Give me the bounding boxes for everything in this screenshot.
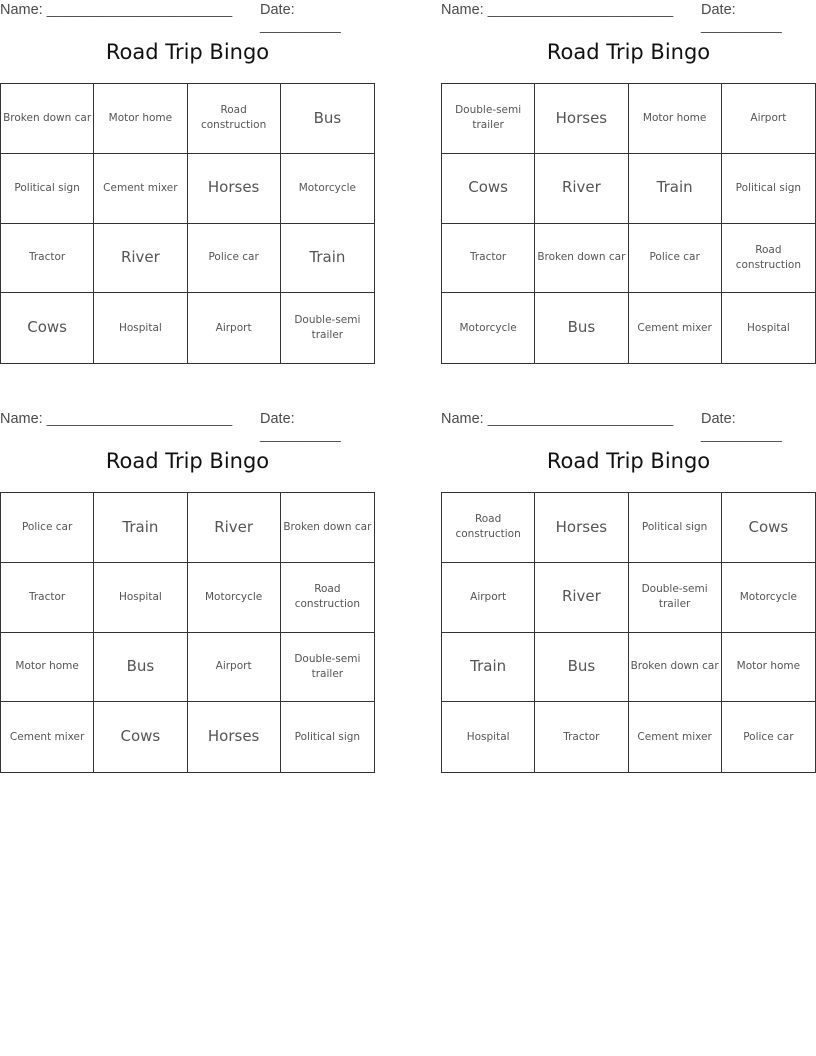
bingo-cell: Airport (188, 633, 281, 703)
bingo-cell: Airport (188, 293, 281, 363)
bingo-cell: Cement mixer (629, 293, 722, 363)
bingo-cell: River (535, 563, 628, 633)
bingo-cell: Broken down car (1, 84, 94, 154)
bingo-cell: Hospital (94, 293, 187, 363)
bingo-cell: Political sign (1, 154, 94, 224)
bingo-cell: Cows (1, 293, 94, 363)
bingo-cell: Cows (442, 154, 535, 224)
bingo-cell: Motorcycle (188, 563, 281, 633)
card-header (441, 2, 816, 34)
bingo-cell: Train (94, 493, 187, 563)
bingo-cell: Cement mixer (94, 154, 187, 224)
bingo-cell: Motor home (629, 84, 722, 154)
bingo-cell: Airport (442, 563, 535, 633)
bingo-cell: Cement mixer (629, 702, 722, 772)
bingo-cell: Motor home (1, 633, 94, 703)
bingo-cell: Bus (94, 633, 187, 703)
bingo-card-2 (441, 0, 816, 364)
bingo-cell: Tractor (1, 224, 94, 294)
name-field-label: Name: _______________________ (441, 411, 674, 427)
bingo-cell: Motorcycle (281, 154, 374, 224)
bingo-cell: Tractor (442, 224, 535, 294)
card-title: Road Trip Bingo (546, 40, 711, 64)
bingo-cell: Broken down car (535, 224, 628, 294)
bingo-cell: Horses (188, 702, 281, 772)
bingo-cell: Bus (535, 293, 628, 363)
bingo-card-4 (441, 409, 816, 773)
bingo-cell: Road construction (722, 224, 815, 294)
bingo-cell: Double-semi trailer (294, 313, 361, 342)
card-header (0, 2, 375, 34)
bingo-cell: Airport (722, 84, 815, 154)
bingo-cell: Motor home (94, 84, 187, 154)
name-field-label: Name: _______________________ (0, 2, 233, 18)
bingo-cell: Broken down car (629, 633, 722, 703)
bingo-cell: Tractor (535, 702, 628, 772)
bingo-card-1 (0, 0, 375, 364)
bingo-cell: Political sign (294, 730, 361, 743)
bingo-cell: Train (629, 154, 722, 224)
bingo-cell: Double-semi trailer (629, 563, 722, 633)
bingo-cell: Horses (535, 493, 628, 563)
bingo-cell: Bus (281, 84, 374, 154)
date-field-label: Date: __________ (701, 411, 782, 443)
bingo-cell: Hospital (746, 321, 790, 334)
bingo-card-3 (0, 409, 375, 773)
card-header (441, 411, 816, 443)
bingo-cell: Police car (743, 730, 794, 743)
bingo-cell: Bus (535, 633, 628, 703)
date-field-label: Date: __________ (260, 2, 341, 34)
bingo-cell: Political sign (629, 493, 722, 563)
bingo-cell: River (535, 154, 628, 224)
name-field-label: Name: _______________________ (0, 411, 233, 427)
bingo-cell: Tractor (1, 563, 94, 633)
bingo-cell: Hospital (442, 702, 535, 772)
bingo-cell: Train (442, 633, 535, 703)
card-title: Road Trip Bingo (105, 40, 270, 64)
bingo-cell: Horses (535, 84, 628, 154)
card-header (0, 411, 375, 443)
card-title: Road Trip Bingo (546, 449, 711, 473)
name-field-label: Name: _______________________ (441, 2, 674, 18)
bingo-cell: Train (281, 224, 374, 294)
bingo-grid (441, 492, 816, 773)
bingo-cell: Hospital (94, 563, 187, 633)
bingo-cell: Horses (188, 154, 281, 224)
bingo-cell: Police car (1, 493, 94, 563)
card-title: Road Trip Bingo (105, 449, 270, 473)
bingo-cell: Political sign (722, 154, 815, 224)
bingo-cell: Road construction (281, 563, 374, 633)
bingo-cell: Road construction (188, 84, 281, 154)
bingo-cell: Cows (94, 702, 187, 772)
bingo-cell: Cows (722, 493, 815, 563)
bingo-grid (441, 83, 816, 364)
bingo-cell: Double-semi trailer (281, 633, 374, 703)
bingo-cell: Police car (188, 224, 281, 294)
bingo-cell: Road construction (442, 493, 535, 563)
bingo-cell: Double-semi trailer (442, 84, 535, 154)
bingo-cell: Cement mixer (1, 702, 94, 772)
date-field-label: Date: __________ (260, 411, 341, 443)
bingo-cell: River (188, 493, 281, 563)
date-field-label: Date: __________ (701, 2, 782, 34)
bingo-cell: Police car (629, 224, 722, 294)
bingo-cell: Motorcycle (442, 293, 535, 363)
bingo-cell: Broken down car (281, 493, 374, 563)
bingo-grid (0, 492, 375, 773)
bingo-cell: Motor home (722, 633, 815, 703)
bingo-cell: River (94, 224, 187, 294)
bingo-cell: Motorcycle (722, 563, 815, 633)
bingo-grid (0, 83, 375, 364)
